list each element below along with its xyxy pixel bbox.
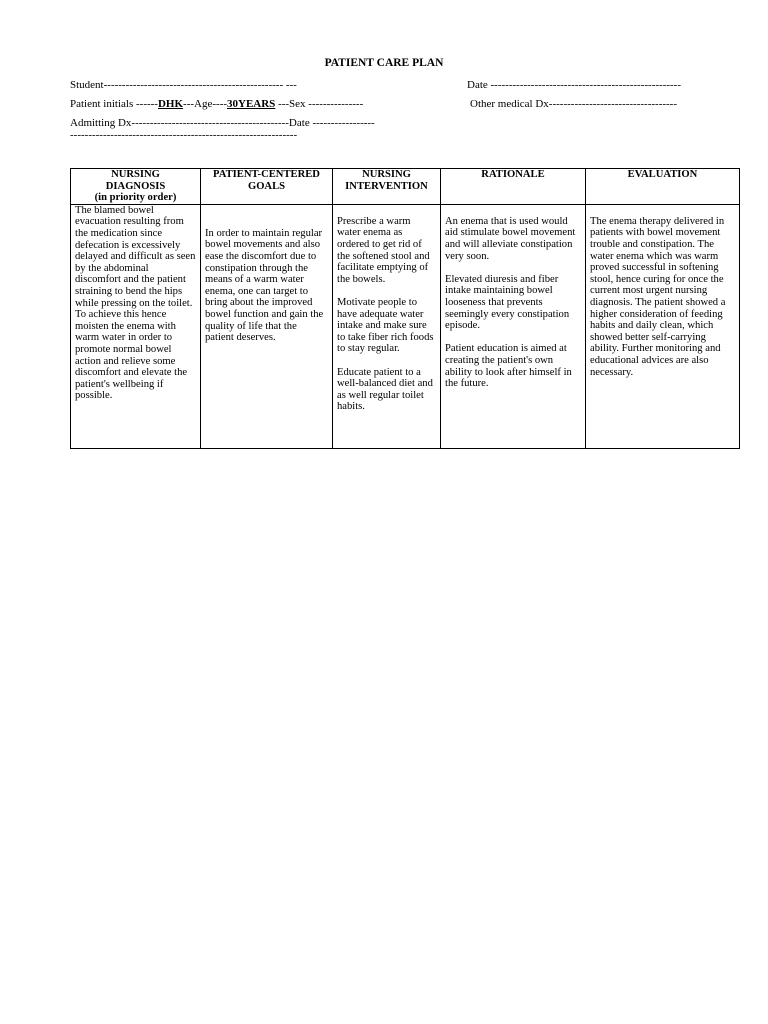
header-evaluation: EVALUATION (586, 169, 740, 205)
page-title: PATIENT CARE PLAN (324, 57, 444, 69)
cell-rationale (441, 204, 586, 448)
rationale-paragraph: An enema that is used would aid stimulate bowel movement and will alleviate constipation very soon. (445, 215, 576, 262)
header-text: PATIENT-CENTERED (213, 169, 320, 180)
other-medical-dx-field: Other medical Dx----------------------------------- (470, 98, 678, 110)
header-text: NURSING (111, 169, 160, 180)
cell-diagnosis (71, 204, 201, 448)
diagnosis-paragraph: To achieve this hence moisten the enema with warm water in order to promote normal bowel action and relieve some discomfort and elevate the patient's wellbeing if possible. (75, 309, 188, 402)
header-text: NURSING (362, 169, 411, 180)
rationale-paragraph: Patient education is aimed at creating the patient's own ability to look after himself in the future. (445, 343, 572, 390)
age-value: 30YEARS (227, 98, 276, 110)
rationale-paragraph: Elevated diuresis and fiber intake maintaining bowel looseness that prevents seemingly every constipation episode. (445, 273, 570, 332)
patient-info-line (70, 98, 363, 111)
intervention-paragraph: Educate patient to a well-balanced diet and as well regular toilet habits. (337, 366, 433, 413)
header-nursing-intervention (333, 169, 441, 205)
header-patient-centered-goals (201, 169, 333, 205)
intervention-paragraph: Prescribe a warm water enema as ordered to get rid of the softened stool and facilitate emptying of the bowels. (337, 215, 430, 285)
sex-label: ---Sex --------------- (275, 98, 364, 110)
evaluation-paragraph: The enema therapy delivered in patients with bowel movement trouble and constipation. The water enema which was warm proved successful in softening stool, hence curing for once the current most urgent nursing diagnosis. The patient showed a higher consideration of feeding habits and daily clean, which showed better self-carrying ability. Further monitoring and educational advices are also necessary. (590, 215, 726, 378)
care-plan-table (70, 168, 740, 449)
intervention-paragraph: Motivate people to have adequate water intake and make sure to take fiber rich foods to stay regular. (337, 296, 434, 355)
patient-initials-value: DHK (157, 98, 184, 110)
age-label: ---Age---- (183, 98, 228, 110)
header-rationale: RATIONALE (441, 169, 586, 205)
patient-initials-label: Patient initials ------ (70, 98, 158, 110)
header-text: DIAGNOSIS (105, 180, 166, 192)
cell-evaluation (586, 204, 740, 448)
student-field: Student------------------------------------------------- --- (70, 79, 297, 91)
header-text: GOALS (247, 180, 286, 192)
diagnosis-paragraph: The blamed bowel evacuation resulting from the medication since defecation is excessively delayed and difficult as seen by the abdominal discomfort and the patient straining to bend the hips while pressing on the toilet. (75, 204, 196, 309)
goals-paragraph: In order to maintain regular bowel movements and also ease the discomfort due to constipation through the means of a warm water enema, one can target to bring about the improved bowel function and gain the quality of life that the patient deserves. (205, 227, 324, 344)
header-nursing-diagnosis (71, 169, 201, 205)
header-text: INTERVENTION (345, 180, 428, 192)
table-row (71, 204, 740, 448)
table-header-row (71, 169, 740, 205)
admitting-dx-field: Admitting Dx-------------------------------------------Date ----------------- (70, 117, 375, 129)
dash-line: -------------------------------------------------------------- (70, 129, 298, 141)
date-field: Date ---------------------------------------------------- (467, 79, 681, 91)
header-text: (in priority order) (94, 192, 177, 204)
cell-intervention (333, 204, 441, 448)
cell-goals (201, 204, 333, 448)
